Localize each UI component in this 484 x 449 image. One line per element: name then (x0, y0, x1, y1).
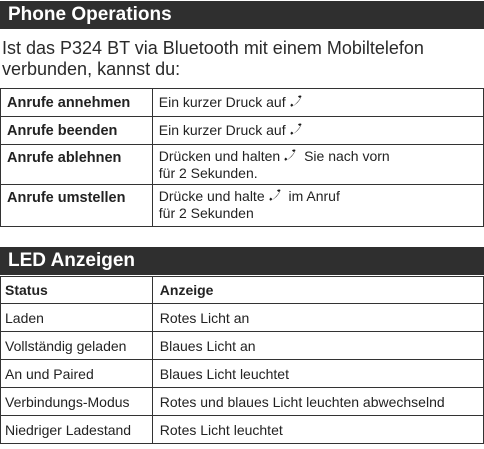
action-cell: Anrufe ablehnen (1, 145, 153, 185)
description-cell (152, 185, 483, 227)
table-row (1, 332, 484, 360)
description-line-2: für 2 Sekunden. (158, 165, 258, 181)
description-cell (152, 117, 483, 145)
indication-cell: Rotes und blaues Licht leuchten abwechselnd (152, 388, 483, 416)
led-table (0, 276, 484, 444)
action-cell: Anrufe beenden (1, 117, 153, 145)
description-cell (152, 145, 483, 185)
phone-handset-icon (268, 189, 285, 202)
phone-operations-table (0, 88, 484, 227)
indication-cell: Blaues Licht leuchtet (152, 360, 483, 388)
description-text-after: Sie nach vorn (304, 148, 390, 164)
table-header-row (1, 277, 484, 304)
table-row (1, 89, 484, 117)
phone-operations-header (0, 1, 484, 29)
status-cell: Verbindungs-Modus (1, 388, 153, 416)
indication-cell: Blaues Licht an (152, 332, 483, 360)
status-cell: Laden (1, 304, 153, 332)
description-text: Ein kurzer Druck auf (158, 122, 286, 138)
status-cell: Niedriger Ladestand (1, 416, 153, 444)
status-cell: An und Paired (1, 360, 153, 388)
status-column-header: Status (1, 277, 153, 304)
table-row (1, 304, 484, 332)
indication-cell: Rotes Licht an (152, 304, 483, 332)
intro-line-1: Ist das P324 BT via Bluetooth mit einem Mobiltelefon (2, 38, 424, 58)
table-row (1, 145, 484, 185)
phone-handset-icon (289, 95, 306, 108)
indication-column-header: Anzeige (152, 277, 483, 304)
table-row (1, 360, 484, 388)
table-row (1, 416, 484, 444)
description-line-2: für 2 Sekunden (158, 205, 254, 221)
led-header (0, 247, 484, 275)
table-row (1, 185, 484, 227)
indication-cell: Rotes Licht leuchtet (152, 416, 483, 444)
description-text: Drücke und halte (158, 188, 265, 204)
description-text: Drücken und halten (158, 148, 281, 164)
description-text-after: im Anruf (288, 188, 340, 204)
phone-handset-icon (283, 149, 300, 162)
led-title: LED Anzeigen (8, 250, 136, 271)
status-cell: Vollständig geladen (1, 332, 153, 360)
intro-line-2: verbunden, kannst du: (2, 59, 181, 79)
description-cell (152, 89, 483, 117)
description-text: Ein kurzer Druck auf (158, 94, 286, 110)
intro-text (2, 38, 424, 80)
action-cell: Anrufe annehmen (1, 89, 153, 117)
table-row (1, 117, 484, 145)
action-cell: Anrufe umstellen (1, 185, 153, 227)
phone-handset-icon (289, 123, 306, 136)
phone-operations-title: Phone Operations (8, 4, 172, 25)
table-row (1, 388, 484, 416)
